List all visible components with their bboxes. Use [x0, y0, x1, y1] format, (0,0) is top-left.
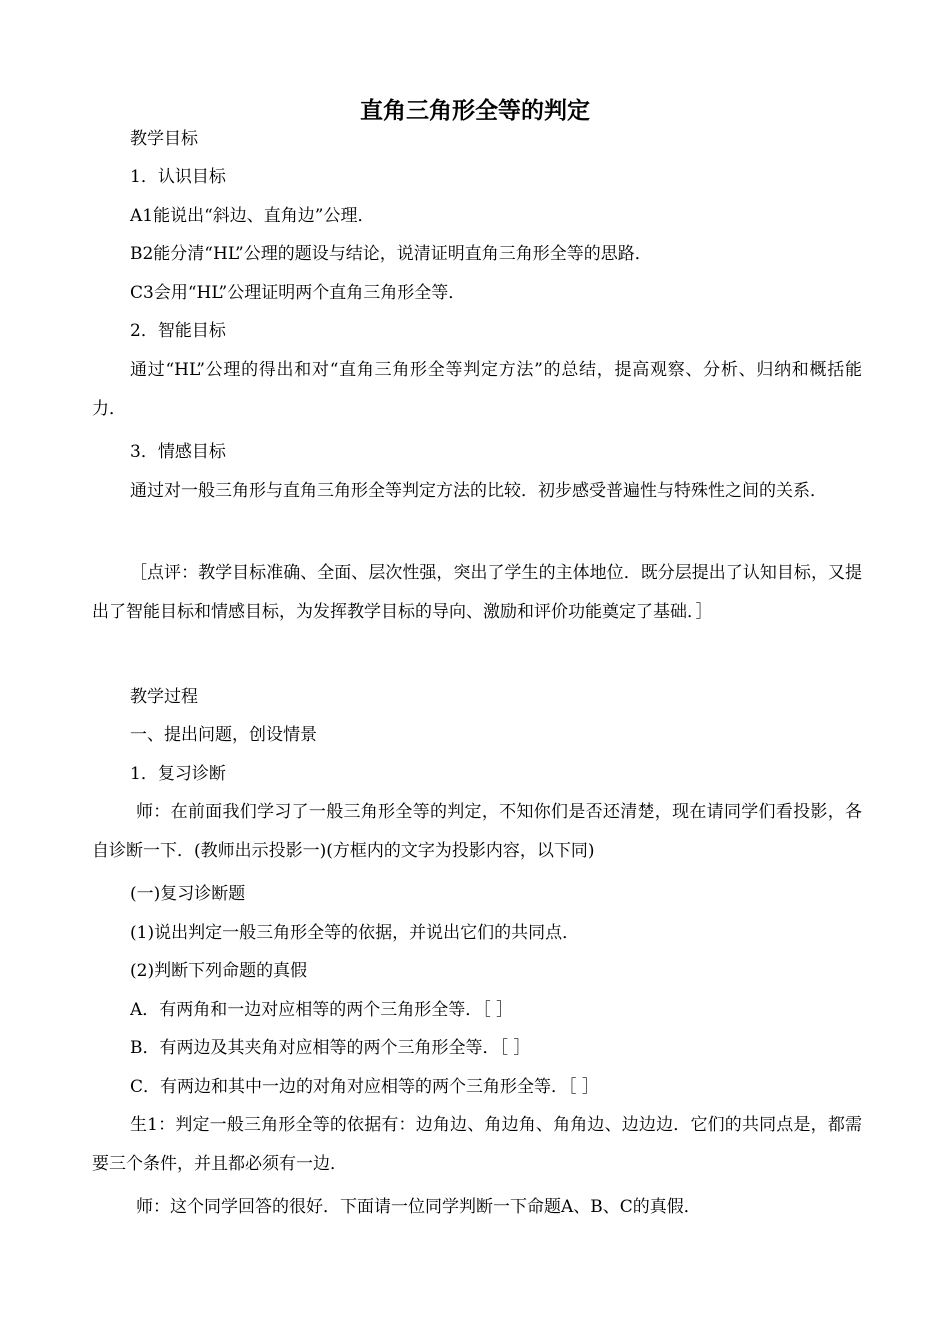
paragraph-cognitive-goal-heading: 1．认识目标 [130, 167, 226, 187]
paragraph-question-1: (1)说出判定一般三角形全等的依据，并说出它们的共同点． [130, 923, 580, 943]
paragraph-teaching-process: 教学过程 [130, 687, 198, 707]
paragraph-review-comment: ［点评：教学目标准确、全面、层次性强，突出了学生的主体地位．既分层提出了认知目标，又提出了智能目标和情感目标，为发挥教学目标的导向、激励和评价功能奠定了基础．］ [92, 563, 862, 622]
paragraph-teaching-goals: 教学目标 [130, 129, 198, 149]
paragraph-review-diagnosis: 1．复习诊断 [130, 764, 226, 784]
document-title: 直角三角形全等的判定 [360, 98, 590, 124]
paragraph-emotion-goal-heading: 3．情感目标 [130, 442, 226, 462]
paragraph-ability-goal-heading: 2．智能目标 [130, 321, 226, 341]
paragraph-teacher-intro: 师：在前面我们学习了一般三角形全等的判定，不知你们是否还清楚，现在请同学们看投影，各自诊断一下．(教师出示投影一)(方框内的文字为投影内容，以下同) [92, 802, 862, 861]
paragraph-diagnosis-questions: (一)复习诊断题 [130, 884, 246, 904]
paragraph-section-one: 一、提出问题，创设情景 [130, 725, 317, 745]
paragraph-teacher-followup: 师：这个同学回答的很好．下面请一位同学判断一下命题A、B、C的真假． [136, 1197, 701, 1217]
paragraph-goal-c3: C3会用“HL”公理证明两个直角三角形全等． [130, 283, 466, 303]
paragraph-proposition-b: B．有两边及其夹角对应相等的两个三角形全等．［ ］ [130, 1038, 531, 1058]
paragraph-question-2: (2)判断下列命题的真假 [130, 961, 308, 981]
paragraph-student-answer: 生1：判定一般三角形全等的依据有：边角边、角边角、角角边、边边边．它们的共同点是，都需要三个条件，并且都必须有一边． [92, 1115, 862, 1174]
paragraph-ability-goal: 通过“HL”公理的得出和对“直角三角形全等判定方法”的总结，提高观察、分析、归纳和概括能力． [92, 360, 862, 419]
paragraph-goal-a1: A1能说出“斜边、直角边”公理． [130, 206, 375, 226]
paragraph-proposition-c: C．有两边和其中一边的对角对应相等的两个三角形全等．［ ］ [130, 1077, 599, 1097]
paragraph-goal-b2: B2能分清“HL”公理的题设与结论，说清证明直角三角形全等的思路． [130, 244, 652, 264]
paragraph-proposition-a: A．有两角和一边对应相等的两个三角形全等．［ ］ [130, 1000, 514, 1020]
paragraph-emotion-goal: 通过对一般三角形与直角三角形全等判定方法的比较．初步感受普遍性与特殊性之间的关系． [130, 481, 827, 501]
